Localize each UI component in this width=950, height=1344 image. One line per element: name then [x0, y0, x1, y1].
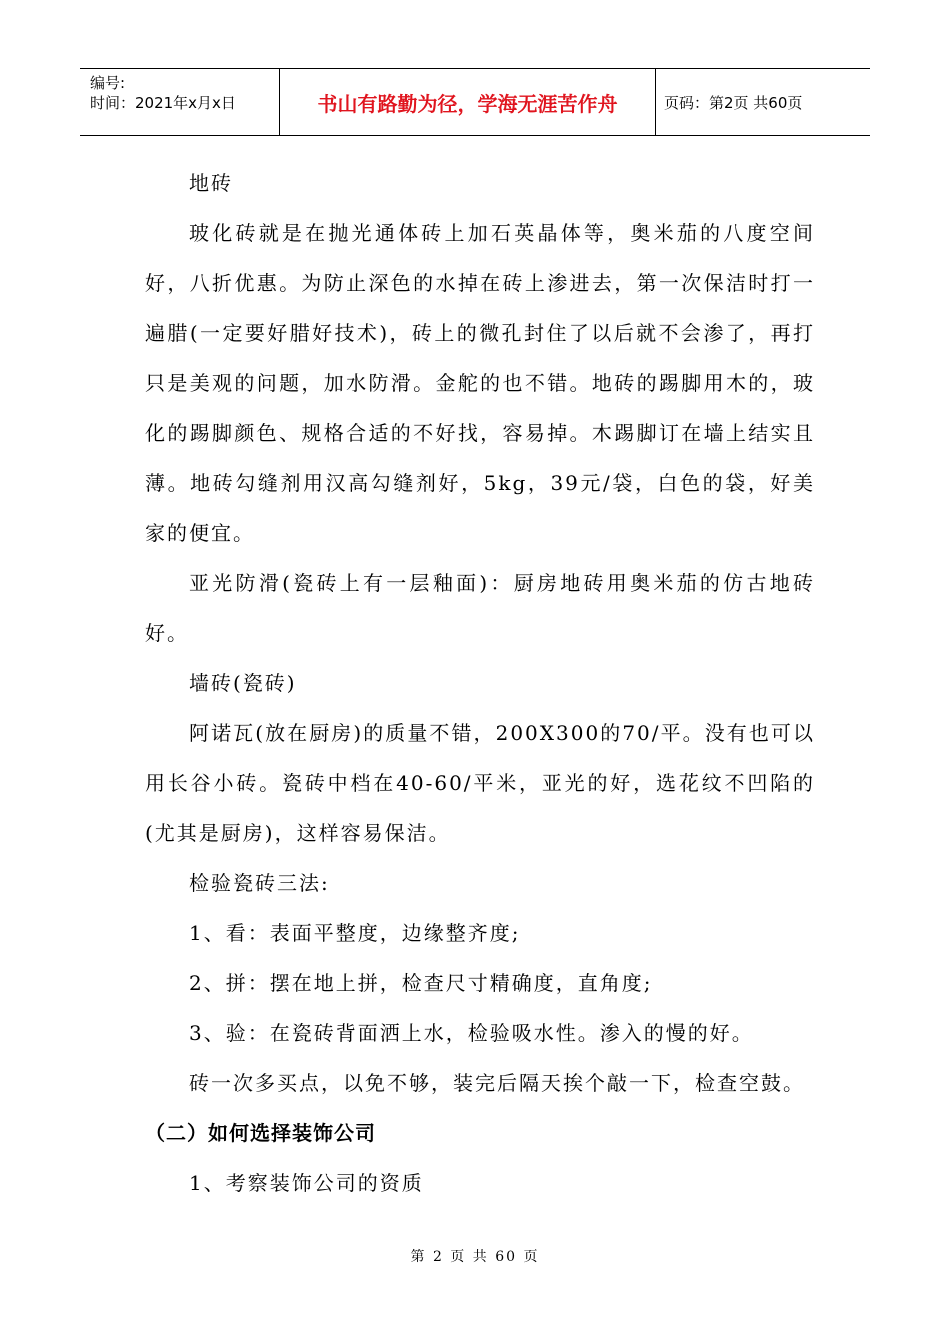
paragraph-matte-antislip: 亚光防滑(瓷砖上有一层釉面)：厨房地砖用奥米茄的仿古地砖好。 — [145, 571, 815, 645]
list-item-test: 3、验：在瓷砖背面洒上水，检验吸水性。渗入的慢的好。 — [189, 1021, 754, 1045]
heading-floor-tiles: 地砖 — [189, 171, 233, 195]
section-title: （二）如何选择装饰公司 — [145, 1121, 376, 1145]
document-date-label: 时间：2021年x月x日 — [90, 94, 236, 112]
paragraph-buy-extra: 砖一次多买点，以免不够，装完后隔天挨个敲一下，检查空鼓。 — [189, 1071, 805, 1095]
list-item-assemble: 2、拼：摆在地上拼，检查尺寸精确度，直角度; — [189, 971, 653, 995]
header-motto: 书山有路勤为径，学海无涯苦作舟 — [280, 69, 656, 135]
document-number-label: 编号: — [90, 74, 126, 92]
paragraph-wall-tile-notes: 阿诺瓦(放在厨房)的质量不错，200X300的70/平。没有也可以用长谷小砖。瓷砖中档在40-60/平米，亚光的好，选花纹不凹陷的(尤其是厨房)，这样容易保洁。 — [145, 721, 815, 845]
page-header — [80, 68, 870, 136]
heading-tile-inspection: 检验瓷砖三法: — [189, 871, 330, 895]
document-body — [145, 158, 815, 1208]
header-meta — [80, 69, 280, 135]
page-footer: 第 2 页 共 60 页 — [410, 1249, 540, 1265]
heading-wall-tiles: 墙砖(瓷砖) — [189, 671, 297, 695]
header-page-info: 页码：第2页 共60页 — [664, 93, 803, 112]
section-list-item: 1、考察装饰公司的资质 — [189, 1171, 424, 1195]
paragraph-vitrified-tiles: 玻化砖就是在抛光通体砖上加石英晶体等，奥米茄的八度空间好，八折优惠。为防止深色的水掉在砖上渗进去，第一次保洁时打一遍腊(一定要好腊好技术)，砖上的微孔封住了以后就不会渗了，再打只是美观的问题，加水防滑。金舵的也不错。地砖的踢脚用木的，玻化的踢脚颜色、规格合适的不好找，容易掉。木踢脚订在墙上结实且薄。地砖勾缝剂用汉高勾缝剂好，5kg，39元/袋，白色的袋，好美家的便宜。 — [145, 221, 815, 545]
list-item-look: 1、看：表面平整度，边缘整齐度; — [189, 921, 521, 945]
